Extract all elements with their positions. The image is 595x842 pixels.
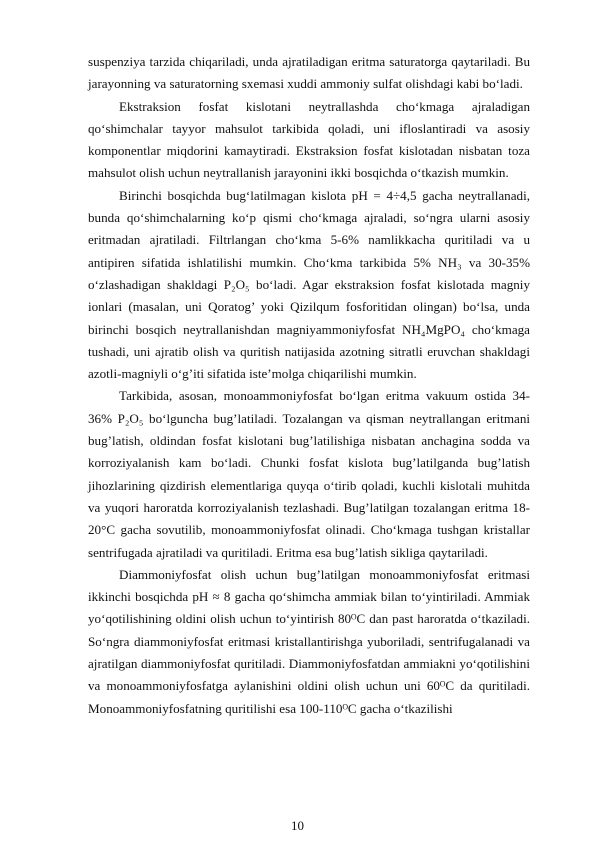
paragraph-diammonium-phosphate: Diammoniyfosfat olish uchun bug’latilgan monoammoniyfosfat eritmasi ikkinchi bosqichda pH ≈ 8 gacha qo‘shimcha ammiak bilan to‘yintiriladi. Ammiak yo‘qotilishining oldini olish uchun to‘yintirish 80ᴼC dan past haroratda o‘tkaziladi. So‘ngra diammoniyfosfat eritmasi kristallantirishga yuboriladi, sentrifugalanadi va ajratilgan diammoniyfosfat quritiladi. Diammoniyfosfatdan ammiakni yo‘qotilishini va monoammoniyfosfatga aylanishini oldini olish uchun uni 60ᴼC da quritiladi. Monoammoniyfosfatning quritilishi esa 100-110ᴼC gacha o‘tkazilishi xyxy=(88,566,530,716)
paragraph-extraction-impurities: Ekstraksion fosfat kislotani neytrallashda cho‘kmaga ajraladigan qo‘shimchalar tayyor mahsulot tarkibida qoladi, uni ifloslantiradi va asosiy komponentlar miqdorini kamaytiradi. Ekstraksion fosfat kislotadan nisbatan toza mahsulot olish uchun neytrallanish jarayonini ikki bosqichda o‘tkazish mumkin. xyxy=(88,98,530,181)
page-number: 10 xyxy=(291,818,304,833)
paragraph-first-stage: Birinchi bosqichda bug‘latilmagan kislota pH = 4÷4,5 gacha neytrallanadi, bunda qo‘shimchalarning ko‘p qismi cho‘kmaga ajraladi, so‘ngra ularni asosiy eritmadan ajratiladi. Filtrlangan cho‘kma 5-6% namlikkacha quritiladi va u antipiren sifatida ishlatilishi mumkin. Cho‘kma tarkibida 5% NH₃ va 30-35% o‘zlashadigan shakldagi P₂O₅ bo‘ladi. Agar ekstraksion fosfat kislotada magniy ionlari (masalan, uni Qoratog’ yoki Qizilqum fosforitidan olingan) bo‘lsa, unda birinchi bosqich neytrallanishdan magniyammoniyfosfat NH₄MgPO₄ cho‘kmaga tushadi, uni ajratib olish va quritish natijasida azotning sitratli eruvchan shakldagi azotli-magniyli o‘g’iti sifatida iste’molga chiqarilishi mumkin. xyxy=(88,187,530,382)
paragraph-evaporation: Tarkibida, asosan, monoammoniyfosfat bo‘lgan eritma vakuum ostida 34-36% P₂O₅ bo‘lguncha bug’latiladi. Tozalangan va qisman neytrallangan eritmani bug’latish, oldindan fosfat kislotani bug’latilishiga nisbatan anchagina sodda va korroziyalanish kam bo‘ladi. Chunki fosfat kislota bug’latilganda bug’latish jihozlarining qizdirish elementlariga quyqa o‘tirib qoladi, kuchli kislotali muhitda va yuqori haroratda korroziyalanish tezlashadi. Bug’latilgan tozalangan eritma 18-20°C gacha sovutilib, monoammoniyfosfat olinadi. Cho‘kmaga tushgan kristallar sentrifugada ajratiladi va quritiladi. Eritma esa bug’latish sikliga qaytariladi. xyxy=(88,388,530,560)
paragraph-continuation: suspenziya tarzida chiqariladi, unda ajratiladigan eritma saturatorga qaytariladi. Bu jarayonning va saturatorning sxemasi xuddi ammoniy sulfat olishdagi kabi bo‘ladi. xyxy=(88,54,530,92)
body-text xyxy=(88,51,530,720)
